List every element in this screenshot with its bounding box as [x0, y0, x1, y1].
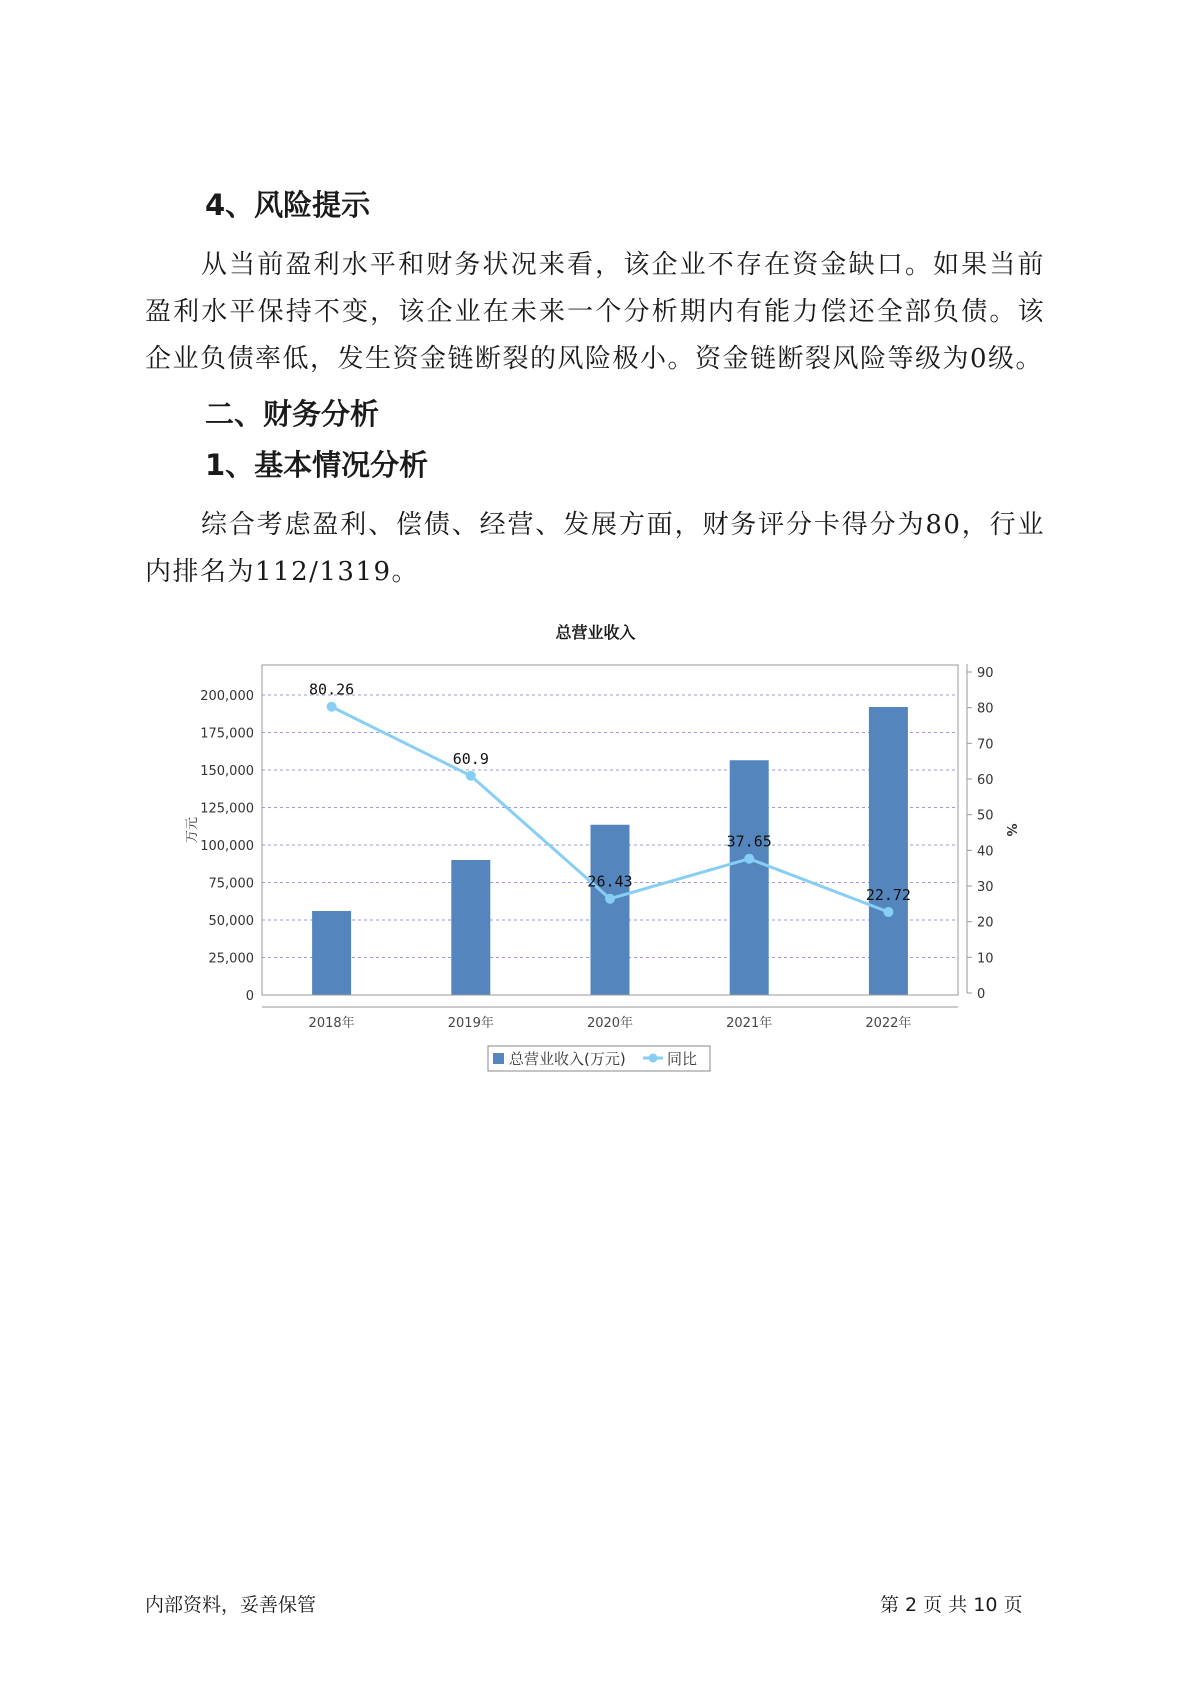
bar [312, 911, 351, 995]
y-tick-label: 125,000 [200, 801, 254, 817]
y2-tick-label: 50 [977, 808, 994, 824]
y-tick-label: 0 [245, 989, 254, 1004]
y2-tick-label: 0 [977, 987, 986, 1002]
chart-title: 总营业收入 [555, 623, 636, 642]
y-tick-label: 75,000 [208, 876, 254, 892]
x-tick-label: 2022年 [865, 1016, 912, 1031]
data-label: 22.72 [865, 885, 911, 904]
basic-analysis-paragraph: 综合考虑盈利、偿债、经营、发展方面，财务评分卡得分为80，行业内排名为112/1319。 [145, 510, 1045, 587]
legend-line-label: 同比 [667, 1050, 698, 1068]
line-point [883, 907, 893, 917]
financial-analysis-heading: 二、财务分析 [205, 397, 380, 431]
y-axis-title: 万元 [185, 816, 200, 844]
legend-bar-label: 总营业收入(万元) [509, 1050, 626, 1068]
legend-bar-swatch [493, 1053, 504, 1064]
x-tick-label: 2018年 [308, 1016, 355, 1031]
x-tick-label: 2021年 [726, 1016, 773, 1031]
bar-series [312, 707, 908, 995]
y-tick-label: 200,000 [200, 689, 254, 704]
data-label: 26.43 [587, 872, 633, 891]
data-label: 80.26 [309, 680, 355, 699]
data-label: 60.9 [452, 749, 489, 768]
bar [730, 760, 769, 995]
legend-line-marker [649, 1054, 658, 1063]
y2-tick-label: 30 [977, 880, 994, 895]
bar [869, 707, 908, 995]
bar [451, 860, 490, 995]
footer-page-number: 第 2 页 共 10 页 [880, 1594, 1023, 1616]
line-point [327, 702, 337, 712]
y2-tick-label: 60 [977, 773, 994, 788]
basic-analysis-heading: 1、基本情况分析 [205, 448, 429, 482]
y2-tick-label: 70 [977, 737, 994, 753]
y2-tick-label: 80 [977, 701, 994, 717]
y-tick-label: 50,000 [208, 914, 254, 929]
y-tick-label: 25,000 [208, 951, 254, 967]
x-tick-label: 2019年 [447, 1016, 494, 1031]
data-label: 37.65 [726, 832, 772, 851]
y2-tick-label: 10 [977, 951, 994, 967]
revenue-chart [0, 600, 1191, 1080]
footer-left: 内部资料，妥善保管 [145, 1594, 317, 1616]
x-tick-label: 2020年 [586, 1016, 634, 1031]
y-tick-label: 175,000 [200, 726, 254, 742]
risk-paragraph: 从当前盈利水平和财务状况来看，该企业不存在资金缺口。如果当前盈利水平保持不变，该企业在未来一个分析期内有能力偿还全部负债。该企业负债率低，发生资金链断裂的风险极小。资金链断裂风险等级为0级。 [145, 250, 1045, 374]
y2-tick-label: 40 [977, 844, 994, 860]
line-point [744, 854, 754, 864]
line-point [466, 771, 476, 781]
y2-axis-title: % [1003, 823, 1018, 837]
chart-legend [488, 1046, 710, 1071]
y2-tick-label: 90 [977, 666, 994, 681]
y-tick-label: 100,000 [200, 839, 254, 854]
line-point [605, 894, 615, 904]
bar [591, 825, 630, 995]
y2-tick-label: 20 [977, 915, 994, 931]
risk-heading: 4、风险提示 [205, 188, 371, 222]
y-tick-label: 150,000 [200, 764, 254, 779]
